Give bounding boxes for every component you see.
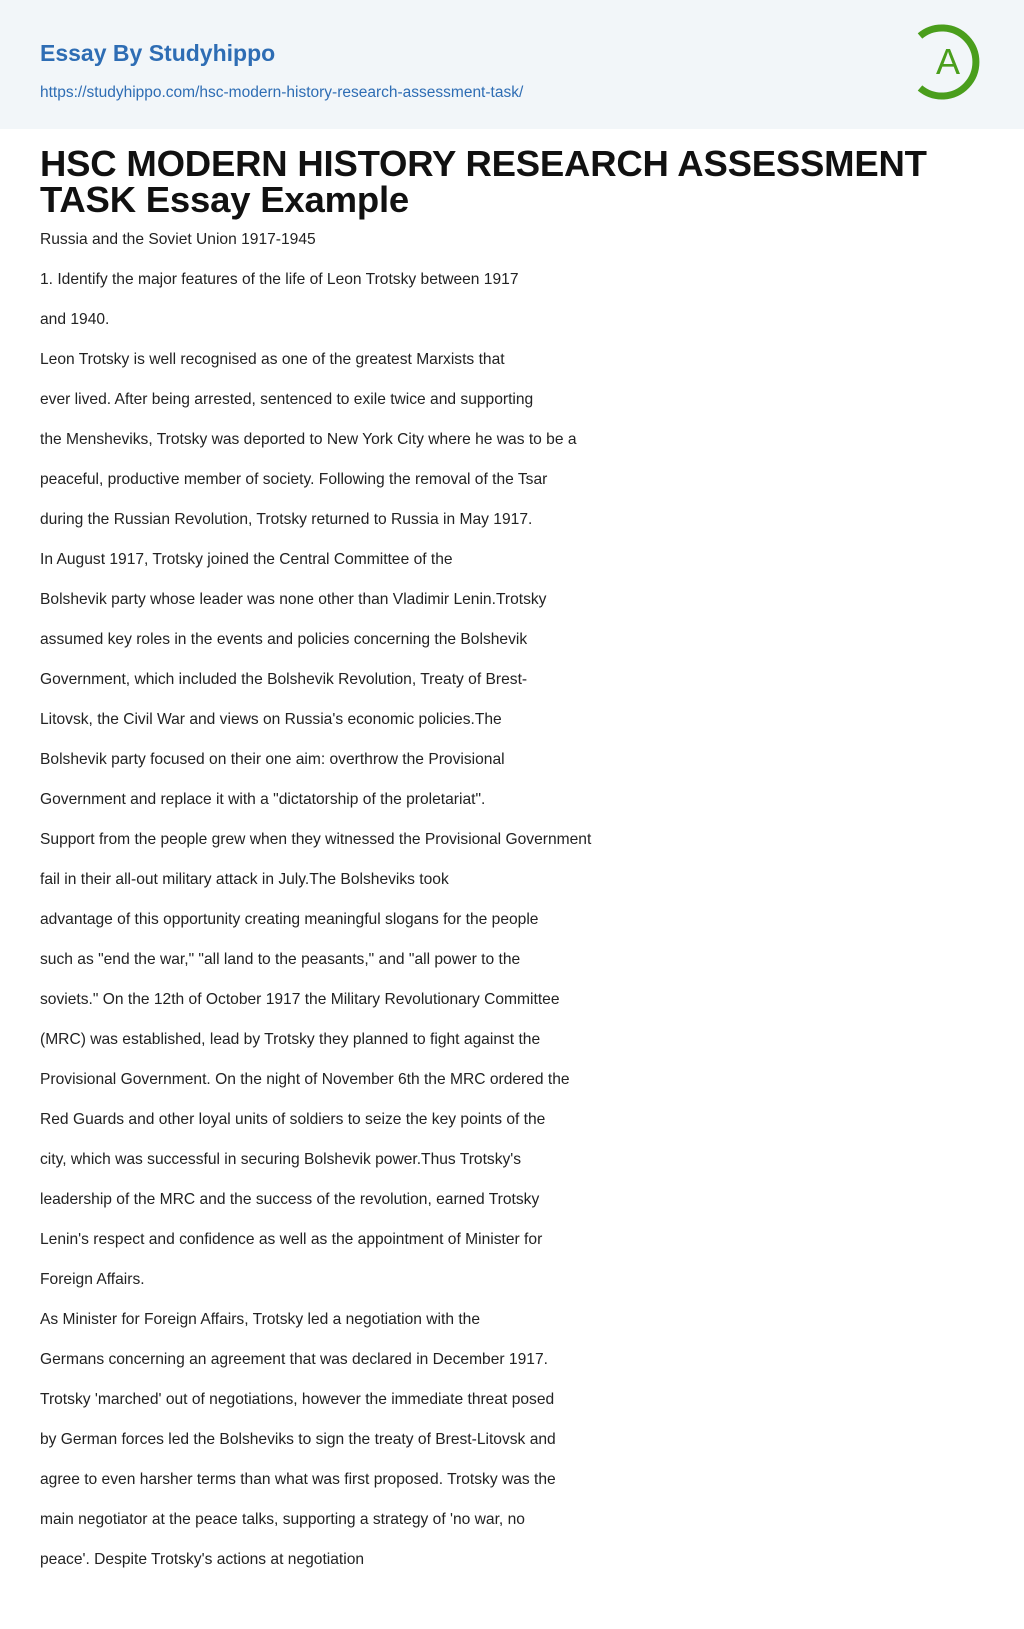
essay-line: the Mensheviks, Trotsky was deported to New York City where he was to be a xyxy=(40,431,577,448)
essay-line: advantage of this opportunity creating meaningful slogans for the people xyxy=(40,911,539,928)
essay-line: ever lived. After being arrested, sentenced to exile twice and supporting xyxy=(40,391,534,408)
essay-line: In August 1917, Trotsky joined the Central Committee of the xyxy=(40,551,453,568)
essay-line: agree to even harsher terms than what was first proposed. Trotsky was the xyxy=(40,1471,556,1488)
essay-line: Provisional Government. On the night of November 6th the MRC ordered the xyxy=(40,1071,570,1088)
essay-line: during the Russian Revolution, Trotsky returned to Russia in May 1917. xyxy=(40,511,533,528)
essay-line: Trotsky 'marched' out of negotiations, however the immediate threat posed xyxy=(40,1391,555,1408)
essay-line: Bolshevik party focused on their one aim: overthrow the Provisional xyxy=(40,751,505,768)
essay-line: such as "end the war," "all land to the peasants," and "all power to the xyxy=(40,951,521,968)
essay-line: peaceful, productive member of society. Following the removal of the Tsar xyxy=(40,471,548,488)
essay-line: Support from the people grew when they witnessed the Provisional Government xyxy=(40,831,592,848)
essay-line: Foreign Affairs. xyxy=(40,1271,145,1288)
essay-line: Red Guards and other loyal units of soldiers to seize the key points of the xyxy=(40,1111,546,1128)
essay-line: soviets." On the 12th of October 1917 the Military Revolutionary Committee xyxy=(40,991,560,1008)
essay-line: assumed key roles in the events and policies concerning the Bolshevik xyxy=(40,631,528,648)
essay-subtitle: Russia and the Soviet Union 1917-1945 xyxy=(40,231,316,248)
essay-line: 1. Identify the major features of the life of Leon Trotsky between 1917 xyxy=(40,271,519,288)
essay-line: Lenin's respect and confidence as well as the appointment of Minister for xyxy=(40,1231,543,1248)
essay-line: peace'. Despite Trotsky's actions at negotiation xyxy=(40,1551,365,1568)
essay-line: main negotiator at the peace talks, supporting a strategy of 'no war, no xyxy=(40,1511,525,1528)
essay-line: city, which was successful in securing Bolshevik power.Thus Trotsky's xyxy=(40,1151,522,1168)
essay-line: Government, which included the Bolshevik Revolution, Treaty of Brest- xyxy=(40,671,528,688)
site-header xyxy=(0,0,1024,129)
essay-line: (MRC) was established, lead by Trotsky they planned to fight against the xyxy=(40,1031,541,1048)
brand-title: Essay By Studyhippo xyxy=(40,40,276,66)
essay-body xyxy=(40,230,980,1590)
essay-url-link[interactable]: https://studyhippo.com/hsc-modern-history-research-assessment-task/ xyxy=(40,84,524,101)
essay-line: fail in their all-out military attack in July.The Bolsheviks took xyxy=(40,871,449,888)
essay-line: Germans concerning an agreement that was declared in December 1917. xyxy=(40,1351,548,1368)
essay-line: by German forces led the Bolsheviks to sign the treaty of Brest-Litovsk and xyxy=(40,1431,556,1448)
studyhippo-logo-icon[interactable] xyxy=(912,20,988,104)
essay-line: Government and replace it with a "dictatorship of the proletariat". xyxy=(40,791,486,808)
page-title: HSC MODERN HISTORY RESEARCH ASSESSMENT TASK Essay Example xyxy=(40,143,927,220)
essay-line: Litovsk, the Civil War and views on Russia's economic policies.The xyxy=(40,711,502,728)
logo-letter: A xyxy=(935,41,961,82)
essay-line: As Minister for Foreign Affairs, Trotsky led a negotiation with the xyxy=(40,1311,481,1328)
essay-line: and 1940. xyxy=(40,311,110,328)
essay-line: Bolshevik party whose leader was none other than Vladimir Lenin.Trotsky xyxy=(40,591,547,608)
essay-line: Leon Trotsky is well recognised as one of the greatest Marxists that xyxy=(40,351,505,368)
essay-line: leadership of the MRC and the success of the revolution, earned Trotsky xyxy=(40,1191,540,1208)
